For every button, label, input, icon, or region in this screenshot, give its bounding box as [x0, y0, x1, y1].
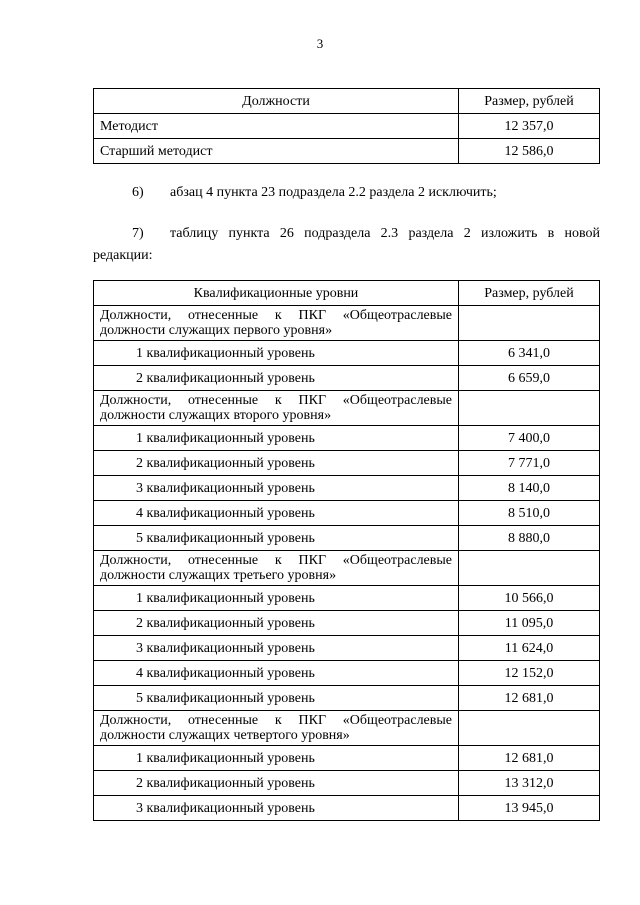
group-title: Должности, отнесенные к ПКГ «Общеотраслевые должности служащих первого уровня»	[94, 306, 459, 341]
level-amount: 13 945,0	[459, 796, 600, 821]
group-title: Должности, отнесенные к ПКГ «Общеотраслевые должности служащих второго уровня»	[94, 391, 459, 426]
paragraph-number: 6)	[132, 185, 144, 200]
level-amount: 11 624,0	[459, 636, 600, 661]
table-header-row	[94, 281, 600, 306]
table-row	[94, 526, 600, 551]
table-row	[94, 661, 600, 686]
level-name: 2 квалификационный уровень	[94, 366, 459, 391]
table-header-row	[94, 89, 600, 114]
qualification-levels-table	[93, 280, 600, 821]
level-amount: 12 152,0	[459, 661, 600, 686]
table-row	[94, 426, 600, 451]
level-amount: 8 510,0	[459, 501, 600, 526]
table-row	[94, 636, 600, 661]
level-name: 3 квалификационный уровень	[94, 476, 459, 501]
positions-table	[93, 88, 600, 164]
empty-cell	[459, 306, 600, 341]
table-row	[94, 746, 600, 771]
group-row	[94, 306, 600, 341]
column-header-positions: Должности	[94, 89, 459, 114]
position-name: Методист	[94, 114, 459, 139]
level-name: 5 квалификационный уровень	[94, 686, 459, 711]
paragraph-text: абзац 4 пункта 23 подраздела 2.2 раздела 2 исключить;	[170, 185, 497, 200]
level-name: 1 квалификационный уровень	[94, 746, 459, 771]
level-name: 2 квалификационный уровень	[94, 451, 459, 476]
level-name: 4 квалификационный уровень	[94, 501, 459, 526]
column-header-amount: Размер, рублей	[459, 89, 600, 114]
level-amount: 10 566,0	[459, 586, 600, 611]
page-number: 3	[316, 36, 324, 51]
group-title: Должности, отнесенные к ПКГ «Общеотраслевые должности служащих третьего уровня»	[94, 551, 459, 586]
level-amount: 6 341,0	[459, 341, 600, 366]
level-amount: 7 771,0	[459, 451, 600, 476]
table-row	[94, 341, 600, 366]
table-row	[94, 586, 600, 611]
paragraph-first-line	[93, 223, 600, 245]
position-name: Старший методист	[94, 139, 459, 164]
level-amount: 12 681,0	[459, 746, 600, 771]
level-name: 2 квалификационный уровень	[94, 611, 459, 636]
paragraph-item-6	[132, 182, 600, 204]
group-row	[94, 711, 600, 746]
level-name: 1 квалификационный уровень	[94, 586, 459, 611]
column-header-amount: Размер, рублей	[459, 281, 600, 306]
group-title: Должности, отнесенные к ПКГ «Общеотраслевые должности служащих четвертого уровня»	[94, 711, 459, 746]
level-amount: 12 681,0	[459, 686, 600, 711]
position-amount: 12 357,0	[459, 114, 600, 139]
level-amount: 7 400,0	[459, 426, 600, 451]
column-header-levels: Квалификационные уровни	[94, 281, 459, 306]
table-row	[94, 366, 600, 391]
table-row	[94, 501, 600, 526]
level-name: 1 квалификационный уровень	[94, 341, 459, 366]
table-row	[94, 686, 600, 711]
level-name: 5 квалификационный уровень	[94, 526, 459, 551]
paragraph-text: таблицу пункта 26 подраздела 2.3 раздела 2 изложить в новой	[170, 226, 600, 241]
level-amount: 6 659,0	[459, 366, 600, 391]
level-name: 4 квалификационный уровень	[94, 661, 459, 686]
empty-cell	[459, 551, 600, 586]
level-amount: 11 095,0	[459, 611, 600, 636]
table-row	[94, 114, 600, 139]
empty-cell	[459, 391, 600, 426]
level-amount: 8 140,0	[459, 476, 600, 501]
empty-cell	[459, 711, 600, 746]
position-amount: 12 586,0	[459, 139, 600, 164]
table-row	[94, 451, 600, 476]
level-amount: 13 312,0	[459, 771, 600, 796]
table-row	[94, 139, 600, 164]
paragraph-number: 7)	[132, 226, 144, 241]
table-row	[94, 771, 600, 796]
paragraph-item-7	[93, 223, 600, 267]
paragraph-text-continued: редакции:	[93, 248, 153, 263]
level-name: 3 квалификационный уровень	[94, 796, 459, 821]
level-name: 2 квалификационный уровень	[94, 771, 459, 796]
table-row	[94, 476, 600, 501]
table-row	[94, 796, 600, 821]
group-row	[94, 551, 600, 586]
group-row	[94, 391, 600, 426]
level-name: 1 квалификационный уровень	[94, 426, 459, 451]
level-name: 3 квалификационный уровень	[94, 636, 459, 661]
table-row	[94, 611, 600, 636]
level-amount: 8 880,0	[459, 526, 600, 551]
